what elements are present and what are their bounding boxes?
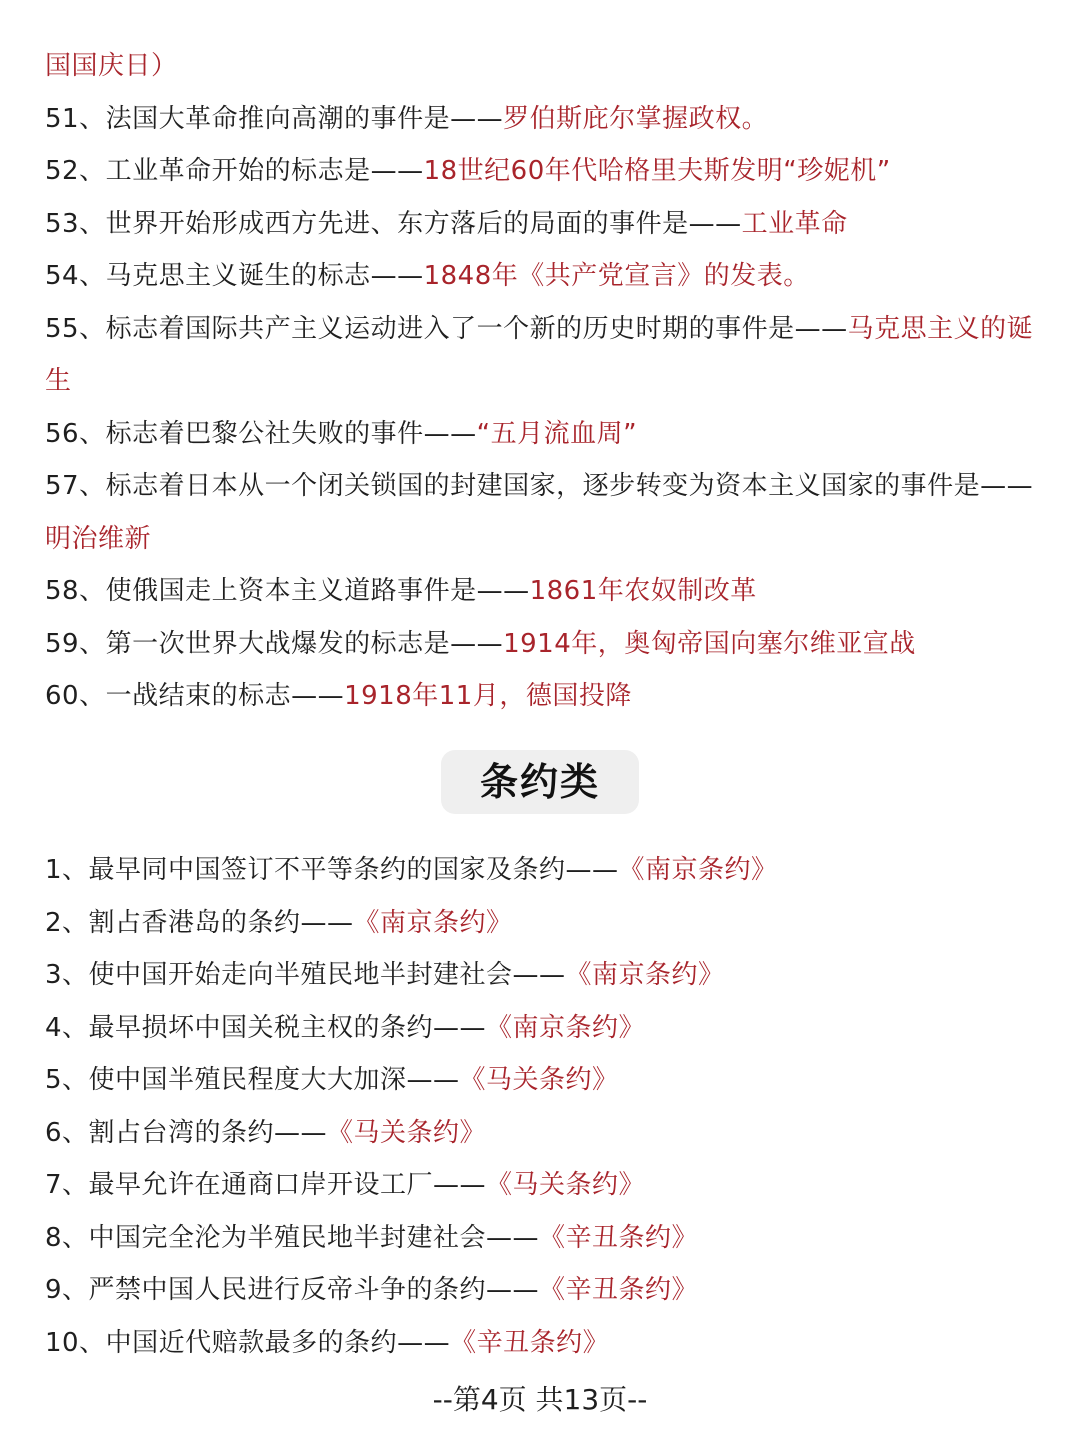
list-item [45, 40, 1035, 93]
list-item [45, 1159, 1035, 1212]
question-text: 4、最早损坏中国关税主权的条约—— [45, 1012, 487, 1043]
question-text: 10、中国近代赔款最多的条约—— [45, 1327, 451, 1358]
answer-text: 《南京条约》 [618, 855, 778, 885]
question-text: 52、工业革命开始的标志是—— [45, 156, 424, 186]
question-text: 59、第一次世界大战爆发的标志是—— [45, 628, 504, 659]
answer-text: 《南京条约》 [486, 1012, 646, 1043]
answer-text: 《马关条约》 [486, 1170, 646, 1200]
list-item [45, 198, 1035, 251]
list-item [45, 670, 1035, 723]
question-text: 1、最早同中国签订不平等条约的国家及条约—— [45, 855, 619, 885]
answer-text: 1861年农奴制改革 [529, 576, 757, 606]
list-item [45, 1317, 1035, 1370]
question-text: 3、使中国开始走向半殖民地半封建社会—— [45, 960, 566, 990]
question-text: 51、法国大革命推向高潮的事件是—— [45, 103, 504, 134]
list-item [45, 1212, 1035, 1265]
list-item [45, 145, 1035, 198]
question-text: 58、使俄国走上资本主义道路事件是—— [45, 576, 530, 606]
answer-text: 1914年，奥匈帝国向塞尔维亚宣战 [503, 628, 916, 659]
list-item [45, 250, 1035, 303]
question-text: 8、中国完全沦为半殖民地半封建社会—— [45, 1222, 540, 1253]
event-list [45, 40, 1035, 723]
answer-text: 罗伯斯庇尔掌握政权。 [503, 103, 769, 134]
answer-text: 《辛丑条约》 [450, 1327, 610, 1358]
answer-text: 1918年11月，德国投降 [344, 681, 632, 711]
question-text: 54、马克思主义诞生的标志—— [45, 261, 424, 291]
answer-text: 《南京条约》 [565, 960, 725, 990]
answer-text: 《南京条约》 [353, 907, 513, 938]
answer-text: 《马关条约》 [459, 1065, 619, 1095]
question-text: 57、标志着日本从一个闭关锁国的封建国家，逐步转变为资本主义国家的事件是—— [45, 471, 1034, 501]
list-item [45, 844, 1035, 897]
treaty-list [45, 844, 1035, 1369]
section-title: 条约类 [441, 750, 639, 814]
answer-text: 1848年《共产党宣言》的发表。 [423, 261, 810, 291]
list-item [45, 949, 1035, 1002]
answer-text: 工业革命 [741, 208, 848, 239]
list-item [45, 565, 1035, 618]
answer-text: “五月流血周” [476, 418, 638, 449]
list-item [45, 1264, 1035, 1317]
question-text: 2、割占香港岛的条约—— [45, 907, 354, 938]
question-text: 56、标志着巴黎公社失败的事件—— [45, 418, 477, 449]
list-item [45, 408, 1035, 461]
answer-text: 马克思主义的诞生 [45, 313, 1034, 396]
list-item [45, 460, 1035, 565]
page-number: --第4页 共13页-- [432, 1383, 648, 1416]
list-item [45, 303, 1035, 408]
answer-text: 明治维新 [45, 523, 152, 554]
list-item [45, 1107, 1035, 1160]
list-item [45, 1002, 1035, 1055]
question-text: 5、使中国半殖民程度大大加深—— [45, 1065, 460, 1095]
question-text: 9、严禁中国人民进行反帝斗争的条约—— [45, 1275, 540, 1305]
list-item [45, 1054, 1035, 1107]
list-item [45, 897, 1035, 950]
list-item [45, 618, 1035, 671]
answer-text: 《马关条约》 [327, 1117, 487, 1148]
list-item [45, 93, 1035, 146]
answer-text: 《辛丑条约》 [539, 1275, 699, 1305]
question-text: 60、一战结束的标志—— [45, 681, 345, 711]
question-text: 7、最早允许在通商口岸开设工厂—— [45, 1170, 487, 1200]
question-text: 55、标志着国际共产主义运动进入了一个新的历史时期的事件是—— [45, 313, 848, 344]
question-text: 53、世界开始形成西方先进、东方落后的局面的事件是—— [45, 208, 742, 239]
question-text: 6、割占台湾的条约—— [45, 1117, 328, 1148]
answer-text: 18世纪60年代哈格里夫斯发明“珍妮机” [423, 156, 891, 186]
answer-text: 《辛丑条约》 [539, 1222, 699, 1253]
answer-text: 国国庆日） [45, 51, 178, 81]
